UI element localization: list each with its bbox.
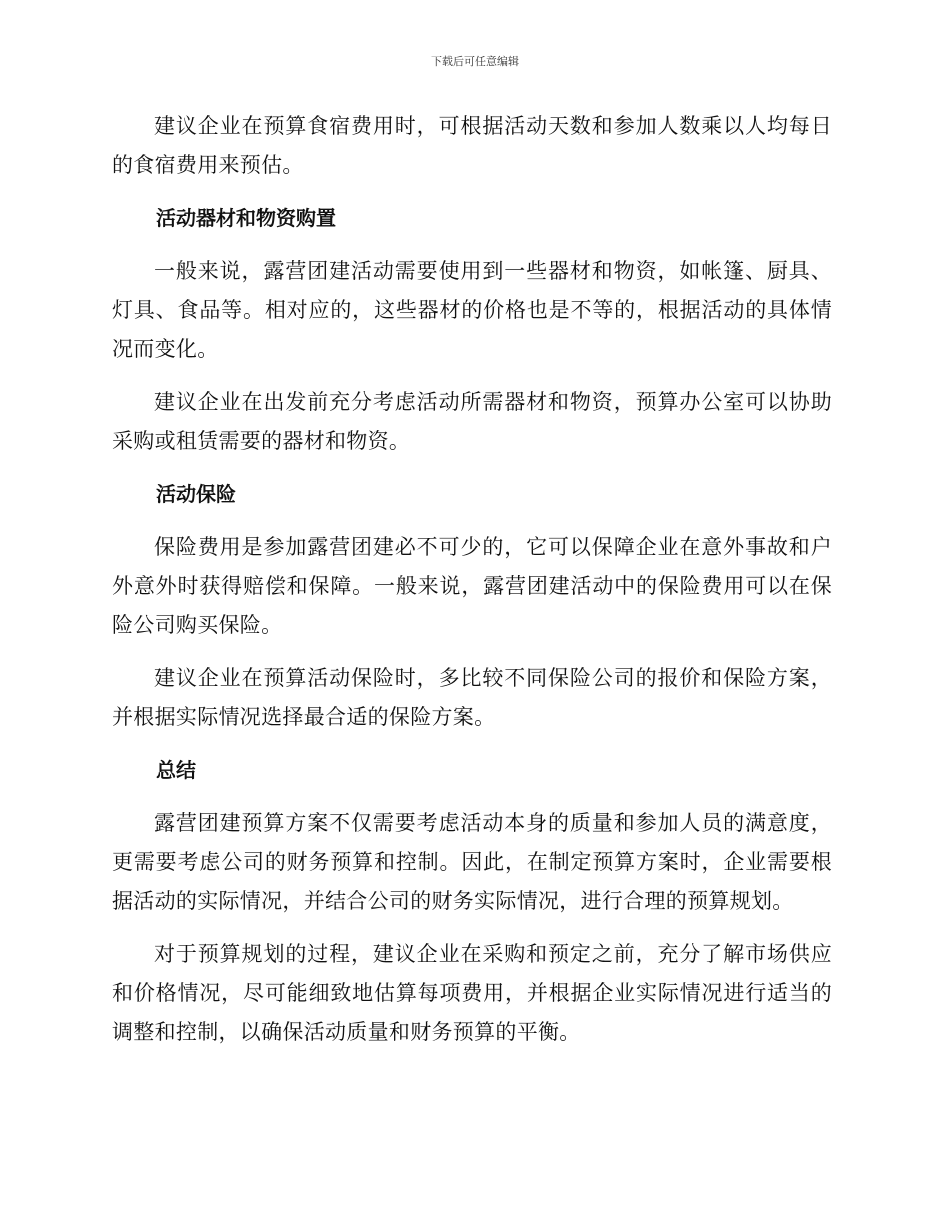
spacer <box>112 645 832 659</box>
document-body <box>112 107 832 1052</box>
section-heading: 活动器材和物资购置 <box>156 206 336 230</box>
spacer <box>112 921 832 935</box>
spacer <box>112 737 832 751</box>
paragraph: 保险费用是参加露营团建必不可少的，它可以保障企业在意外事故和户外意外时获得赔偿和保障。一般来说，露营团建活动中的保险费用可以在保险公司购买保险。 <box>112 535 832 637</box>
spacer <box>112 514 832 528</box>
spacer <box>112 369 832 383</box>
section-heading: 总结 <box>156 758 196 782</box>
paragraph: 建议企业在出发前充分考虑活动所需器材和物资，预算办公室可以协助采购或租赁需要的器材和物资。 <box>112 390 832 453</box>
paragraph: 露营团建预算方案不仅需要考虑活动本身的质量和参加人员的满意度，更需要考虑公司的财务预算和控制。因此，在制定预算方案时，企业需要根据活动的实际情况，并结合公司的财务实际情况，进行合理的预算规划。 <box>112 811 832 913</box>
spacer <box>112 238 832 252</box>
spacer <box>112 461 832 475</box>
spacer <box>112 790 832 804</box>
spacer <box>112 185 832 199</box>
page-header: 下载后可任意编辑 <box>431 55 519 68</box>
paragraph: 建议企业在预算食宿费用时，可根据活动天数和参加人数乘以人均每日的食宿费用来预估。 <box>112 114 832 177</box>
paragraph: 对于预算规划的过程，建议企业在采购和预定之前，充分了解市场供应和价格情况，尽可能细致地估算每项费用，并根据企业实际情况进行适当的调整和控制，以确保活动质量和财务预算的平衡。 <box>112 942 832 1044</box>
section-heading: 活动保险 <box>156 482 236 506</box>
paragraph: 一般来说，露营团建活动需要使用到一些器材和物资，如帐篷、厨具、灯具、食品等。相对应的，这些器材的价格也是不等的，根据活动的具体情况而变化。 <box>112 259 832 361</box>
paragraph: 建议企业在预算活动保险时，多比较不同保险公司的报价和保险方案，并根据实际情况选择最合适的保险方案。 <box>112 666 832 729</box>
